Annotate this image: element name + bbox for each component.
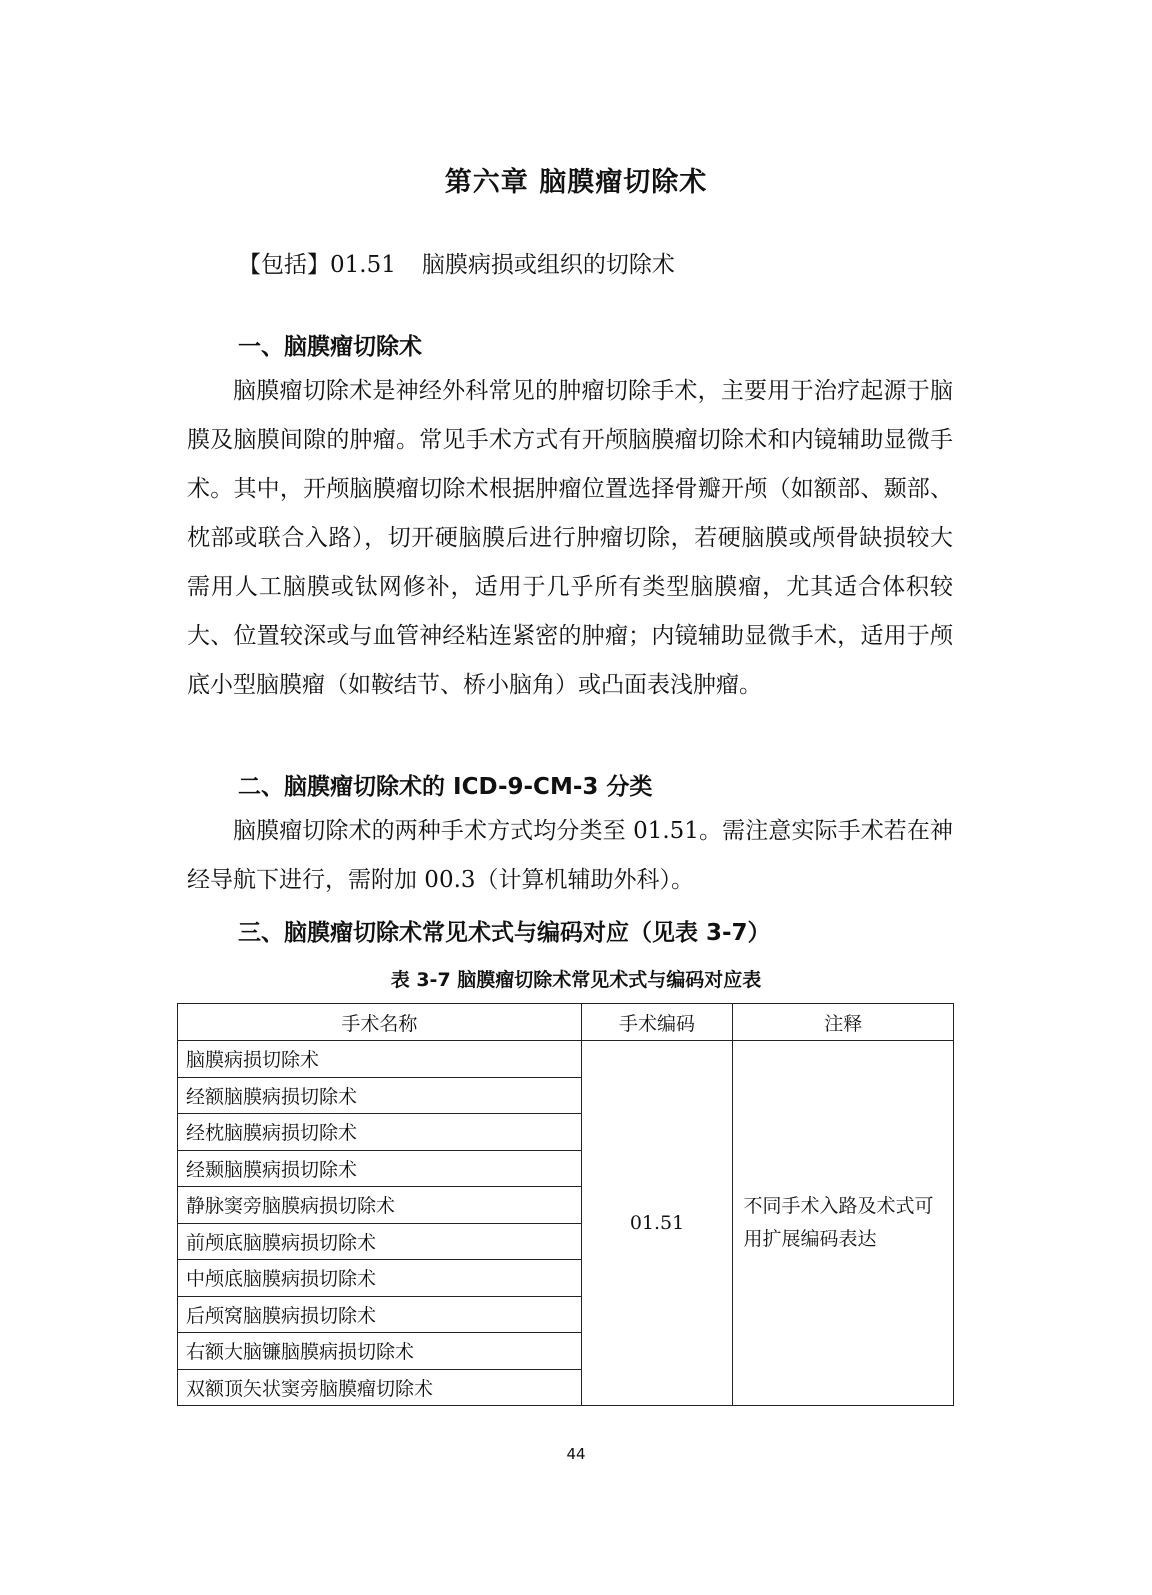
header-note: 注释: [733, 1004, 954, 1041]
include-code: 01.51: [330, 252, 396, 278]
section-paragraph-2: 脑膜瘤切除术的两种手术方式均分类至 01.51。需注意实际手术若在神经导航下进行，需附加 00.3（计算机辅助外科）。: [187, 818, 953, 893]
procedure-name-cell: 脑膜病损切除术: [178, 1041, 582, 1078]
procedure-name-cell: 经枕脑膜病损切除术: [178, 1114, 582, 1151]
procedure-name-cell: 经额脑膜病损切除术: [178, 1077, 582, 1114]
code-mapping-table: [177, 1003, 954, 1406]
section-heading-2: 二、脑膜瘤切除术的 ICD-9-CM-3 分类: [238, 774, 653, 800]
procedure-name-cell: 右额大脑镰脑膜病损切除术: [178, 1333, 582, 1370]
table-caption: 表 3-7 脑膜瘤切除术常见术式与编码对应表: [390, 969, 762, 991]
procedure-name-cell: 后颅窝脑膜病损切除术: [178, 1296, 582, 1333]
procedure-name-cell: 前颅底脑膜病损切除术: [178, 1223, 582, 1260]
note-cell: 不同手术入路及术式可用扩展编码表达: [733, 1041, 954, 1406]
table-row: [178, 1041, 954, 1078]
procedure-name-cell: 双额顶矢状窦旁脑膜瘤切除术: [178, 1369, 582, 1406]
procedure-code-cell: 01.51: [581, 1041, 733, 1406]
include-text: 脑膜病损或组织的切除术: [421, 252, 675, 278]
chapter-title: 第六章 脑膜瘤切除术: [444, 167, 708, 198]
procedure-name-cell: 中颅底脑膜病损切除术: [178, 1260, 582, 1297]
procedure-name-cell: 静脉窦旁脑膜病损切除术: [178, 1187, 582, 1224]
include-label: 【包括】: [238, 252, 330, 278]
page-number: 44: [566, 1445, 586, 1463]
section-heading-1: 一、脑膜瘤切除术: [238, 334, 422, 360]
include-line: [238, 246, 675, 279]
section-heading-3: 三、脑膜瘤切除术常见术式与编码对应（见表 3-7）: [238, 920, 771, 946]
header-procedure-name: 手术名称: [178, 1004, 582, 1041]
header-procedure-code: 手术编码: [581, 1004, 733, 1041]
procedure-name-cell: 经颞脑膜病损切除术: [178, 1150, 582, 1187]
section-paragraph-1: 脑膜瘤切除术是神经外科常见的肿瘤切除手术，主要用于治疗起源于脑膜及脑膜间隙的肿瘤。常见手术方式有开颅脑膜瘤切除术和内镜辅助显微手术。其中，开颅脑膜瘤切除术根据肿瘤位置选择骨瓣开颅（如额部、颞部、枕部或联合入路），切开硬脑膜后进行肿瘤切除，若硬脑膜或颅骨缺损较大需用人工脑膜或钛网修补，适用于几乎所有类型脑膜瘤，尤其适合体积较大、位置较深或与血管神经粘连紧密的肿瘤；内镜辅助显微手术，适用于颅底小型脑膜瘤（如鞍结节、桥小脑角）或凸面表浅肿瘤。: [187, 378, 953, 698]
table-header-row: [178, 1004, 954, 1041]
